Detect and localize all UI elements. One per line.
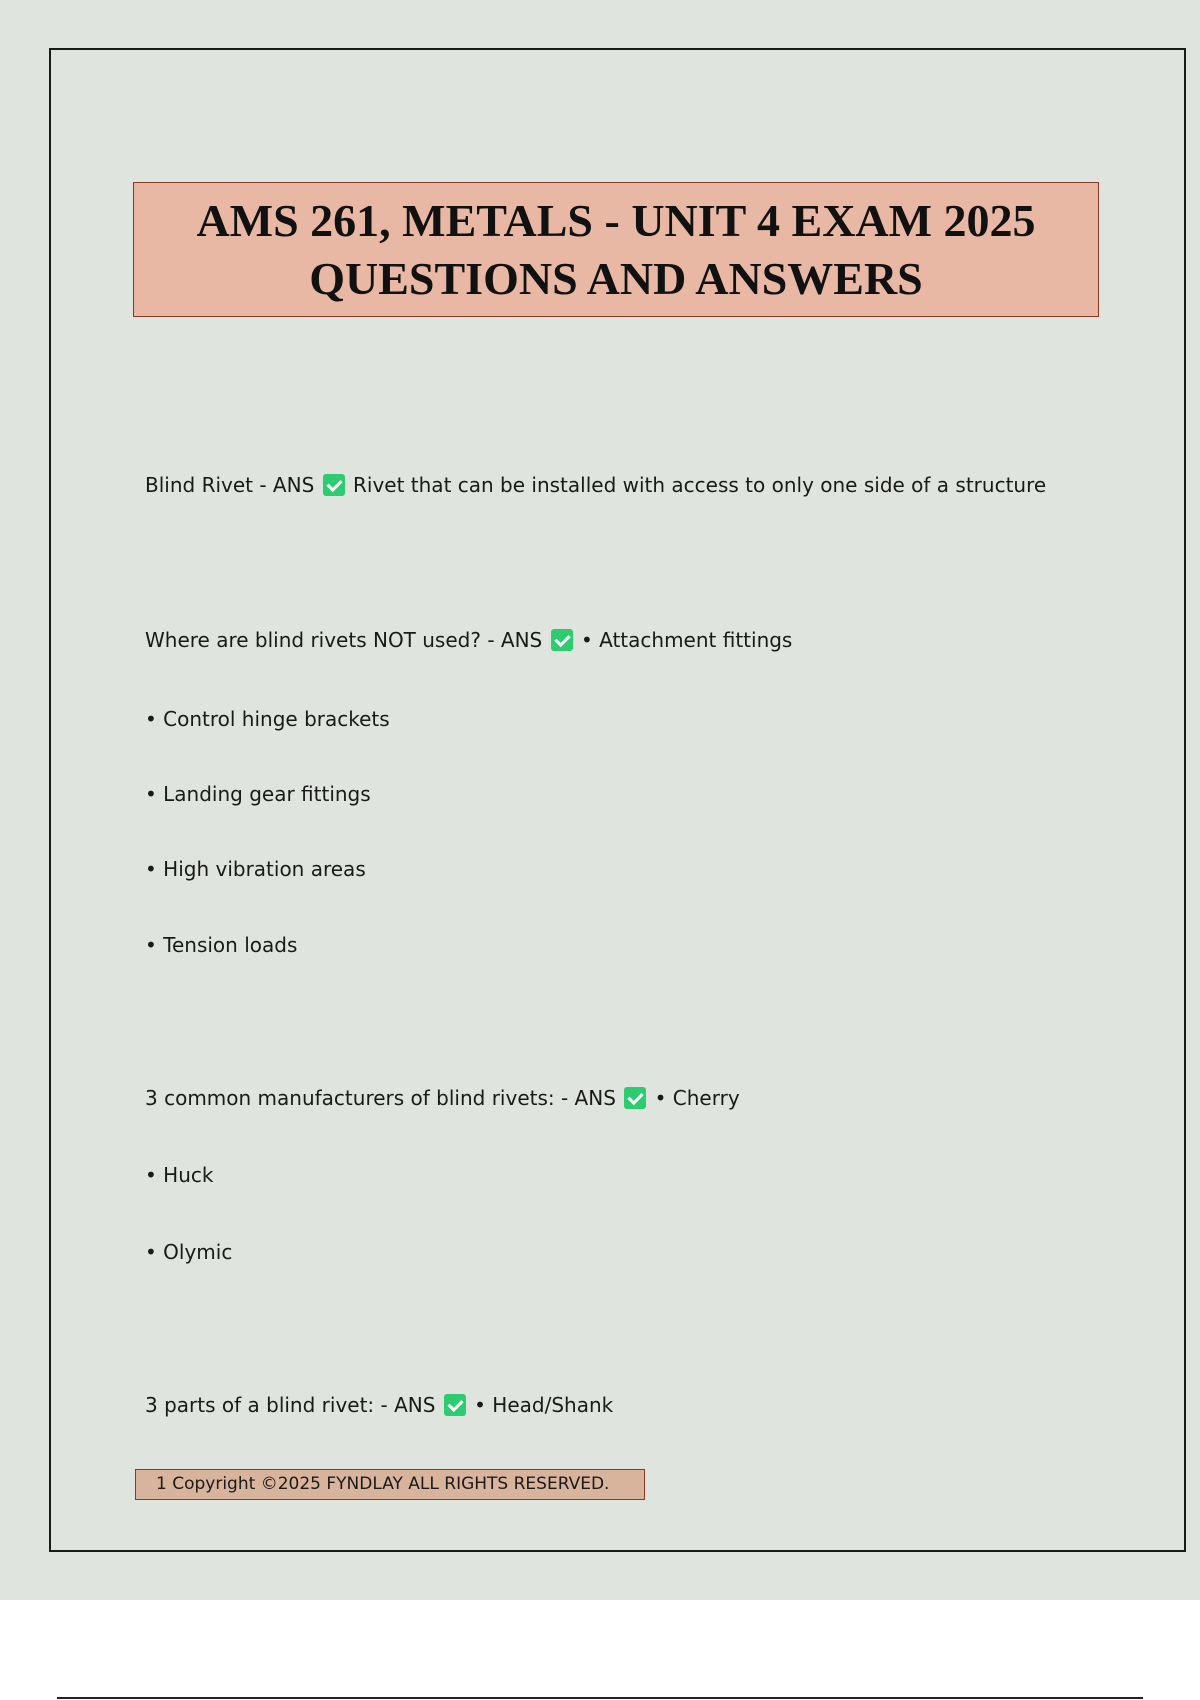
title-line-1: AMS 261, METALS - UNIT 4 EXAM 2025: [196, 194, 1036, 246]
answer-bullet: • Landing gear fittings: [145, 782, 371, 806]
question-text: 3 common manufacturers of blind rivets: - ANS: [145, 1086, 616, 1110]
answer-bullet: • Olymic: [145, 1240, 233, 1264]
qa-item-not-used: [145, 627, 792, 653]
check-box-icon: [444, 1394, 466, 1416]
check-box-icon: [323, 474, 345, 496]
question-text: Where are blind rivets NOT used? - ANS: [145, 628, 543, 652]
answer-bullet: • Huck: [145, 1163, 214, 1187]
answer-bullet: • Tension loads: [145, 933, 298, 957]
qa-item-manufacturers: [145, 1085, 740, 1111]
answer-bullet: • Control hinge brackets: [145, 707, 390, 731]
check-box-icon: [624, 1087, 646, 1109]
answer-text: Rivet that can be installed with access to only one side of a structure: [353, 473, 1047, 497]
qa-item-parts: [145, 1392, 613, 1418]
check-box-icon: [551, 629, 573, 651]
title-banner: [133, 182, 1099, 317]
bottom-divider: [57, 1697, 1143, 1699]
answer-text: • Attachment fittings: [580, 628, 793, 652]
answer-text: • Head/Shank: [474, 1393, 614, 1417]
answer-text: • Cherry: [654, 1086, 740, 1110]
qa-item-blind-rivet: [145, 472, 1046, 498]
answer-bullet: • High vibration areas: [145, 857, 366, 881]
copyright-footer: 1 Copyright ©2025 FYNDLAY ALL RIGHTS RESERVED.: [135, 1469, 645, 1500]
question-text: Blind Rivet - ANS: [145, 473, 315, 497]
question-text: 3 parts of a blind rivet: - ANS: [145, 1393, 436, 1417]
title-line-2: QUESTIONS AND ANSWERS: [309, 252, 923, 304]
document-title: [196, 192, 1035, 308]
